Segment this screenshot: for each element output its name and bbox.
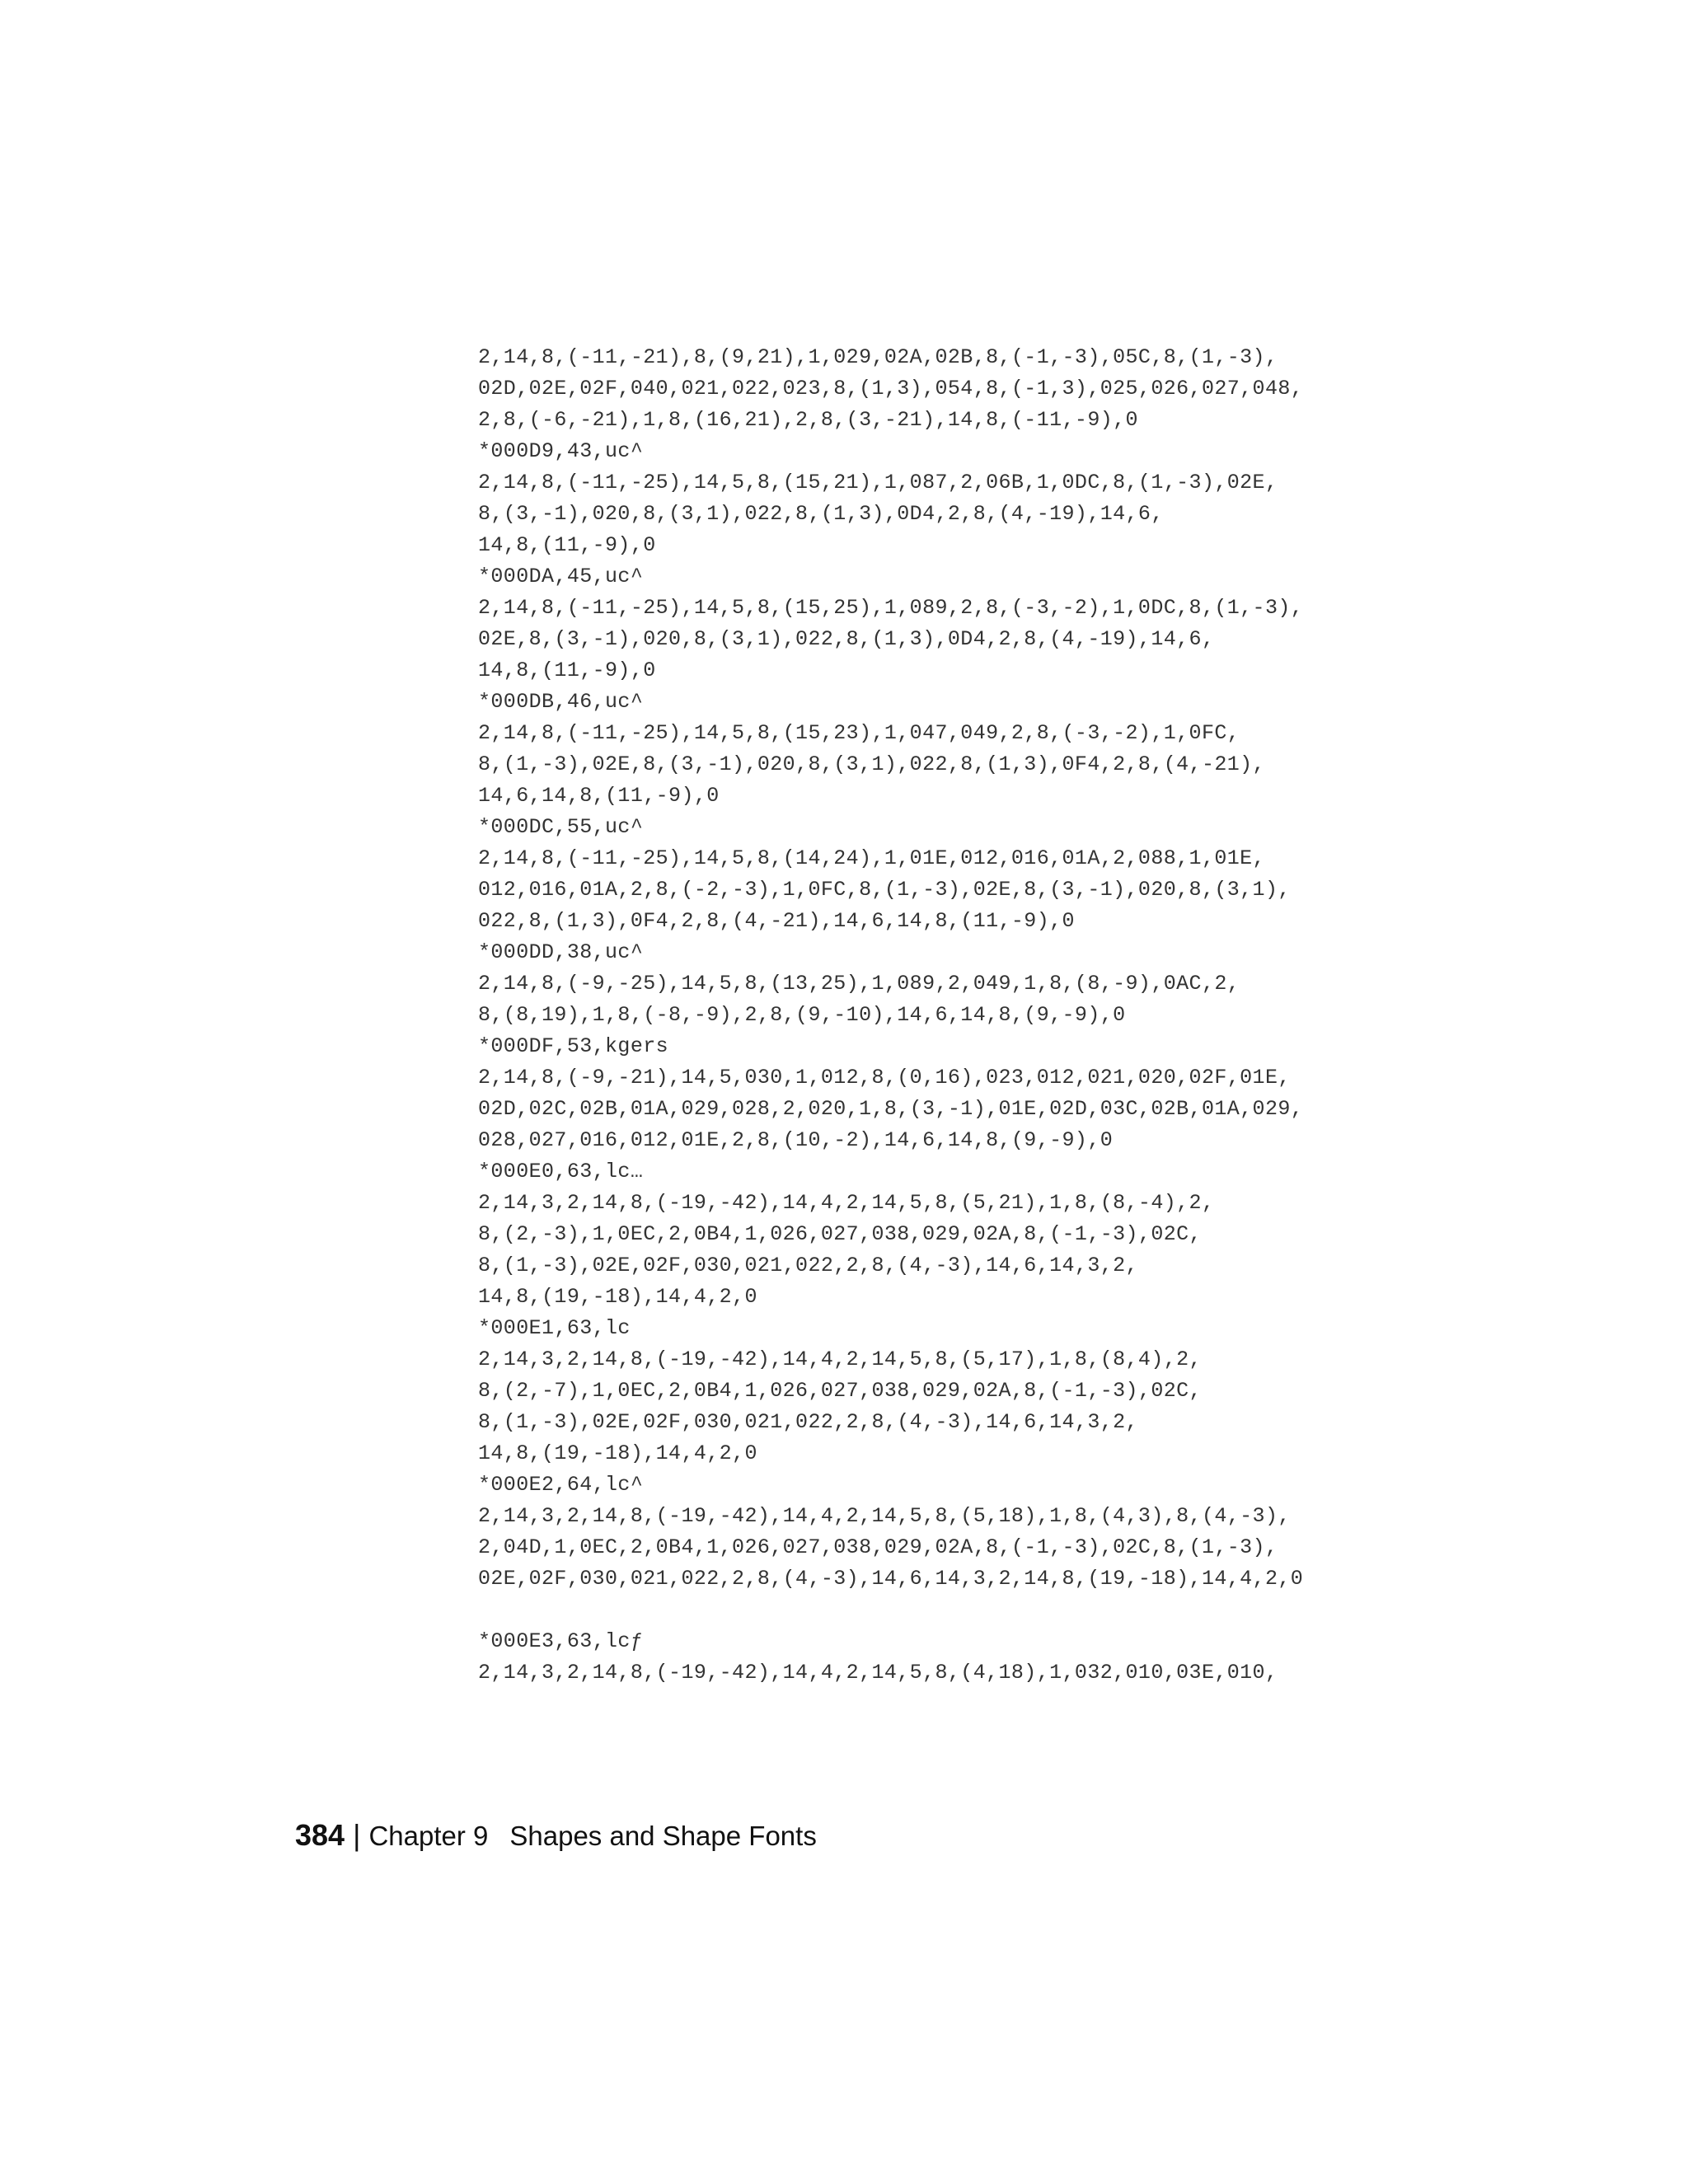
shape-header-line: *000E2,64,lc^ (478, 1473, 644, 1497)
shape-code-listing (478, 342, 1665, 1689)
code-line: 022,8,(1,3),0F4,2,8,(4,-21),14,6,14,8,(11,-9),0 (478, 909, 1075, 933)
code-line: 028,027,016,012,01E,2,8,(10,-2),14,6,14,8,(9,-9),0 (478, 1128, 1114, 1152)
code-line: 2,8,(-6,-21),1,8,(16,21),2,8,(3,-21),14,8,(-11,-9),0 (478, 408, 1138, 432)
code-line: 2,14,8,(-11,-25),14,5,8,(15,23),1,047,049,2,8,(-3,-2),1,0FC, (478, 721, 1240, 745)
code-line: 2,14,3,2,14,8,(-19,-42),14,4,2,14,5,8,(5,21),1,8,(8,-4),2, (478, 1191, 1215, 1215)
shape-header-line: *000E1,63,lc (478, 1316, 631, 1340)
shape-header-line: *000E0,63,lc… (478, 1160, 644, 1183)
blank-line (478, 1595, 1665, 1626)
shape-header-line: *000D9,43,uc^ (478, 439, 644, 463)
code-line: 2,14,3,2,14,8,(-19,-42),14,4,2,14,5,8,(5,18),1,8,(4,3),8,(4,-3), (478, 1504, 1291, 1528)
code-line: 8,(1,-3),02E,02F,030,021,022,2,8,(4,-3),14,6,14,3,2, (478, 1254, 1138, 1277)
code-line: 02E,02F,030,021,022,2,8,(4,-3),14,6,14,3,2,14,8,(19,-18),14,4,2,0 (478, 1567, 1304, 1591)
shape-header-line: *000E3,63,lcƒ (478, 1629, 644, 1653)
chapter-title: Shapes and Shape Fonts (509, 1821, 817, 1851)
shape-header-line: *000DF,53,kgers (478, 1034, 669, 1058)
code-line: 14,8,(11,-9),0 (478, 658, 656, 682)
shape-header-line: *000DB,46,uc^ (478, 690, 644, 714)
code-line: 2,14,8,(-11,-21),8,(9,21),1,029,02A,02B,8,(-1,-3),05C,8,(1,-3), (478, 345, 1278, 369)
code-line: 8,(2,-7),1,0EC,2,0B4,1,026,027,038,029,02A,8,(-1,-3),02C, (478, 1379, 1202, 1403)
shape-header-line: *000DA,45,uc^ (478, 565, 644, 588)
code-line: 14,8,(11,-9),0 (478, 533, 656, 557)
code-line: 2,14,8,(-11,-25),14,5,8,(14,24),1,01E,012,016,01A,2,088,1,01E, (478, 846, 1265, 870)
code-line: 8,(3,-1),020,8,(3,1),022,8,(1,3),0D4,2,8,(4,-19),14,6, (478, 502, 1164, 526)
code-line: 02D,02C,02B,01A,029,028,2,020,1,8,(3,-1),01E,02D,03C,02B,01A,029, (478, 1097, 1304, 1121)
code-line: 8,(1,-3),02E,8,(3,-1),020,8,(3,1),022,8,(1,3),0F4,2,8,(4,-21), (478, 752, 1265, 776)
code-line: 8,(8,19),1,8,(-8,-9),2,8,(9,-10),14,6,14,8,(9,-9),0 (478, 1003, 1126, 1027)
code-line: 2,14,3,2,14,8,(-19,-42),14,4,2,14,5,8,(4,18),1,032,010,03E,010, (478, 1661, 1278, 1685)
code-line: 2,14,8,(-9,-21),14,5,030,1,012,8,(0,16),023,012,021,020,02F,01E, (478, 1066, 1291, 1090)
code-line: 14,6,14,8,(11,-9),0 (478, 784, 720, 808)
code-line: 2,04D,1,0EC,2,0B4,1,026,027,038,029,02A,8,(-1,-3),02C,8,(1,-3), (478, 1535, 1278, 1559)
code-line: 2,14,8,(-11,-25),14,5,8,(15,25),1,089,2,8,(-3,-2),1,0DC,8,(1,-3), (478, 596, 1304, 620)
code-line: 02D,02E,02F,040,021,022,023,8,(1,3),054,8,(-1,3),025,026,027,048, (478, 377, 1304, 401)
code-line: 02E,8,(3,-1),020,8,(3,1),022,8,(1,3),0D4,2,8,(4,-19),14,6, (478, 627, 1215, 651)
page-number: 384 (295, 1818, 345, 1852)
code-line: 2,14,3,2,14,8,(-19,-42),14,4,2,14,5,8,(5,17),1,8,(8,4),2, (478, 1347, 1202, 1371)
code-line: 8,(1,-3),02E,02F,030,021,022,2,8,(4,-3),14,6,14,3,2, (478, 1410, 1138, 1434)
code-line: 14,8,(19,-18),14,4,2,0 (478, 1285, 757, 1309)
code-line: 012,016,01A,2,8,(-2,-3),1,0FC,8,(1,-3),02E,8,(3,-1),020,8,(3,1), (478, 878, 1291, 902)
page-footer (295, 1818, 817, 1853)
code-line: 2,14,8,(-9,-25),14,5,8,(13,25),1,089,2,049,1,8,(8,-9),0AC,2, (478, 972, 1240, 996)
code-line: 2,14,8,(-11,-25),14,5,8,(15,21),1,087,2,06B,1,0DC,8,(1,-3),02E, (478, 471, 1278, 494)
shape-header-line: *000DD,38,uc^ (478, 940, 644, 964)
footer-separator: | (353, 1818, 361, 1852)
code-line: 14,8,(19,-18),14,4,2,0 (478, 1441, 757, 1465)
shape-header-line: *000DC,55,uc^ (478, 815, 644, 839)
code-line: 8,(2,-3),1,0EC,2,0B4,1,026,027,038,029,02A,8,(-1,-3),02C, (478, 1222, 1202, 1246)
chapter-label: Chapter 9 (368, 1821, 489, 1851)
